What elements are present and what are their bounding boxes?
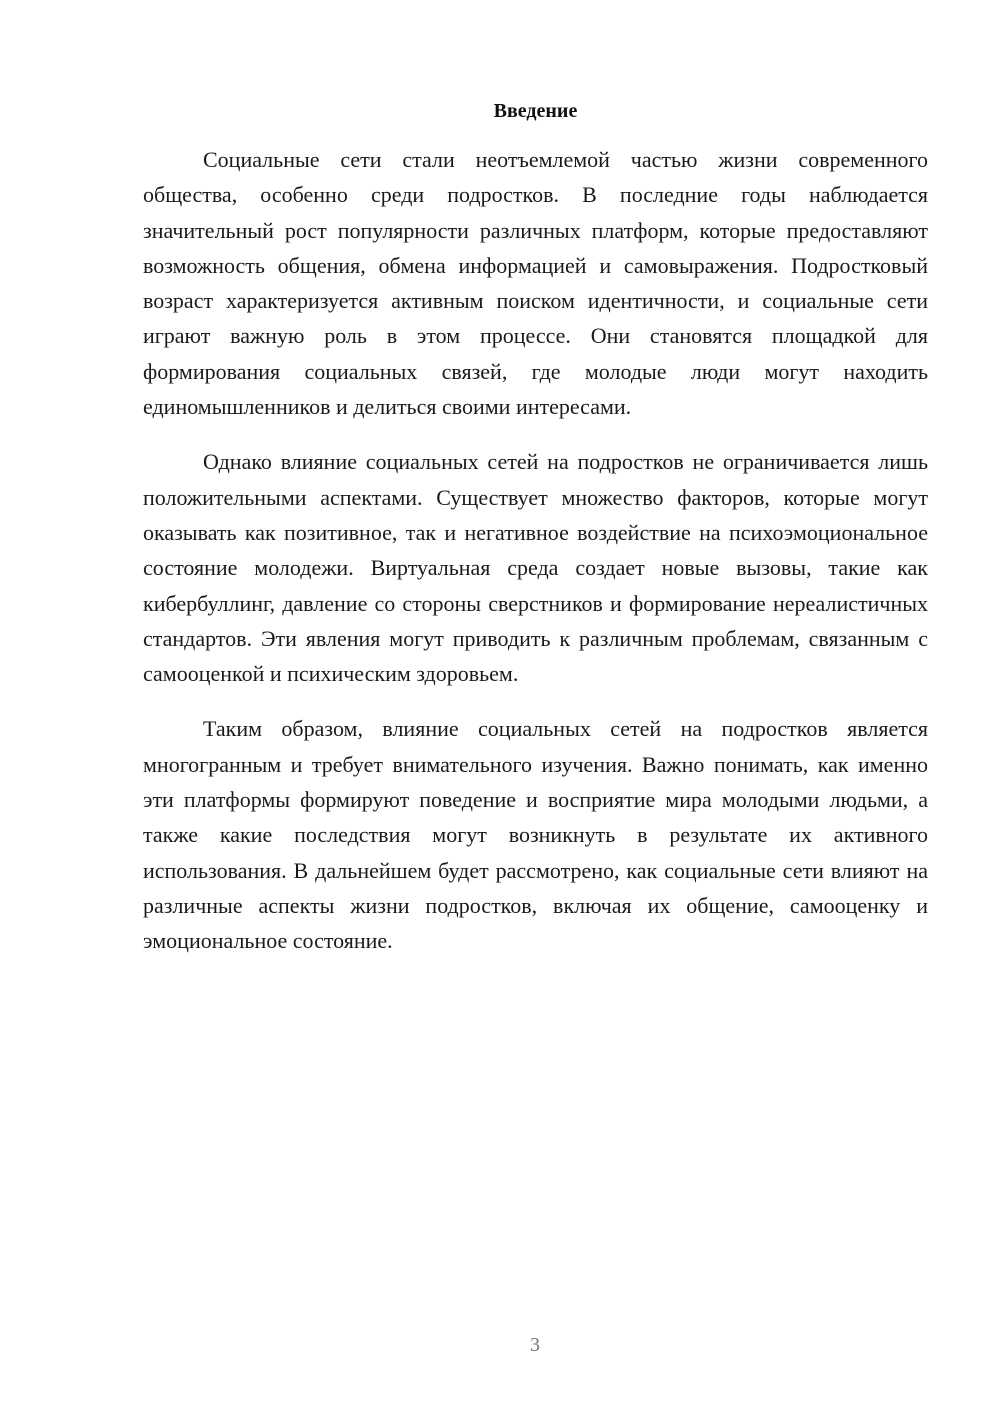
paragraph-3: Таким образом, влияние социальных сетей на подростков является многогранным и требует внимательного изучения. Важно понимать, как именно эти платформы формируют поведение и восприятие мира молодыми людьми, а также какие последствия могут возникнуть в результате их активного использования. В дальнейшем будет рассмотрено, как социальные сети влияют на различные аспекты жизни подростков, включая их общение, самооценку и эмоциональное состояние. <box>143 716 928 954</box>
paragraph-2: Однако влияние социальных сетей на подростков не ограничивается лишь положительными аспектами. Существует множество факторов, которые могут оказывать как позитивное, так и негативное воздействие на психоэмоциональное состояние молодежи. Виртуальная среда создает новые вызовы, такие как кибербуллинг, давление со стороны сверстников и формирование нереалистичных стандартов. Эти явления могут приводить к различным проблемам, связанным с самооценкой и психическим здоровьем. <box>143 449 928 687</box>
section-title: Введение <box>493 100 578 122</box>
page-number: 3 <box>530 1334 540 1356</box>
paragraph-1: Социальные сети стали неотъемлемой частью жизни современного общества, особенно среди подростков. В последние годы наблюдается значительный рост популярности различных платформ, которые предоставляют возможность общения, обмена информацией и самовыражения. Подростковый возраст характеризуется активным поиском идентичности, и социальные сети играют важную роль в этом процессе. Они становятся площадкой для формирования социальных связей, где молодые люди могут находить единомышленников и делиться своими интересами. <box>143 147 928 420</box>
body-text <box>143 142 928 979</box>
